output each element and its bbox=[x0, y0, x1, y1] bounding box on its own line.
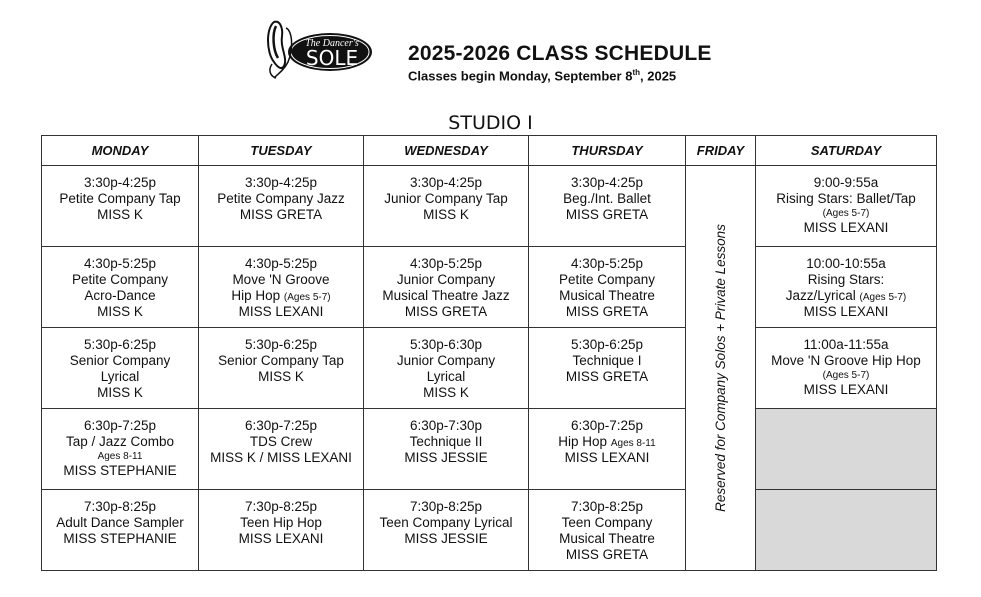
class-time: 6:30p-7:25p bbox=[83, 418, 157, 433]
schedule-row bbox=[42, 247, 937, 328]
class-name: Junior Company bbox=[396, 272, 496, 287]
day-header-saturday: SATURDAY bbox=[756, 136, 937, 166]
teacher-name: MISS STEPHANIE bbox=[63, 463, 177, 478]
class-time: 7:30p-8:25p bbox=[244, 499, 318, 514]
class-cell-tuesday bbox=[199, 490, 364, 571]
class-cell-wednesday bbox=[364, 490, 529, 571]
class-cell-tuesday bbox=[199, 166, 364, 247]
class-time: 3:30p-4:25p bbox=[570, 175, 644, 190]
class-name: Junior Company bbox=[396, 353, 496, 368]
friday-reserved-cell bbox=[686, 166, 756, 571]
age-note: (Ages 5-7) bbox=[822, 370, 870, 381]
class-cell-wednesday bbox=[364, 166, 529, 247]
class-time: 7:30p-8:25p bbox=[570, 499, 644, 514]
class-time: 11:00a-11:55a bbox=[803, 337, 889, 352]
teacher-name: MISS K bbox=[97, 304, 143, 319]
logo-main-text: SOLE bbox=[305, 46, 359, 70]
teacher-name: MISS K bbox=[423, 385, 469, 400]
class-name: Acro-Dance bbox=[84, 288, 156, 303]
class-time: 4:30p-5:25p bbox=[83, 256, 157, 271]
class-cell-tuesday bbox=[199, 247, 364, 328]
class-name: Tap / Jazz Combo bbox=[65, 434, 175, 449]
teacher-name: MISS LEXANI bbox=[803, 220, 889, 235]
class-name: Petite Company Tap bbox=[59, 191, 181, 206]
class-cell-saturday bbox=[756, 328, 937, 409]
teacher-name: MISS LEXANI bbox=[803, 382, 889, 397]
class-time: 7:30p-8:25p bbox=[83, 499, 157, 514]
age-note: Ages 8-11 bbox=[610, 438, 656, 449]
teacher-name: MISS K bbox=[97, 385, 143, 400]
class-name: Jazz/Lyrical bbox=[785, 288, 856, 303]
class-cell-thursday bbox=[529, 409, 686, 490]
teacher-name: MISS JESSIE bbox=[404, 531, 488, 546]
teacher-name: MISS GRETA bbox=[565, 369, 649, 384]
teacher-name: MISS GRETA bbox=[565, 207, 649, 222]
age-note: (Ages 5-7) bbox=[859, 292, 907, 303]
class-name-with-age bbox=[531, 434, 683, 450]
day-header-row bbox=[42, 136, 937, 166]
class-cell-wednesday bbox=[364, 409, 529, 490]
teacher-name: MISS STEPHANIE bbox=[63, 531, 177, 546]
day-header-tuesday: TUESDAY bbox=[199, 136, 364, 166]
class-name: Hip Hop bbox=[558, 434, 608, 449]
class-time: 5:30p-6:30p bbox=[409, 337, 483, 352]
class-name-with-age bbox=[201, 288, 361, 304]
class-name: Senior Company Tap bbox=[218, 353, 344, 368]
class-cell-thursday bbox=[529, 328, 686, 409]
class-time: 4:30p-5:25p bbox=[409, 256, 483, 271]
class-name: Junior Company Tap bbox=[384, 191, 508, 206]
class-name: Rising Stars: Ballet/Tap bbox=[776, 191, 916, 206]
day-header-wednesday: WEDNESDAY bbox=[364, 136, 529, 166]
class-cell-monday bbox=[42, 247, 199, 328]
class-time: 7:30p-8:25p bbox=[409, 499, 483, 514]
class-name: Musical Theatre bbox=[559, 288, 655, 303]
class-name: Rising Stars: bbox=[807, 272, 885, 287]
class-time: 4:30p-5:25p bbox=[244, 256, 318, 271]
studio-title: STUDIO I bbox=[448, 112, 533, 134]
class-cell-monday bbox=[42, 490, 199, 571]
class-name: Petite Company bbox=[558, 272, 656, 287]
class-cell-monday bbox=[42, 409, 199, 490]
subtitle-text: Classes begin Monday, September 8 bbox=[408, 68, 633, 84]
class-time: 5:30p-6:25p bbox=[83, 337, 157, 352]
class-cell-saturday bbox=[756, 166, 937, 247]
schedule-header bbox=[408, 42, 712, 83]
class-name: Teen Hip Hop bbox=[240, 515, 322, 530]
class-name: Beg./Int. Ballet bbox=[563, 191, 651, 206]
logo bbox=[262, 18, 374, 82]
class-name: Petite Company Jazz bbox=[217, 191, 345, 206]
age-note: (Ages 5-7) bbox=[283, 292, 331, 303]
class-name: Musical Theatre bbox=[559, 531, 655, 546]
class-time: 6:30p-7:25p bbox=[570, 418, 644, 433]
class-time: 3:30p-4:25p bbox=[83, 175, 157, 190]
class-time: 6:30p-7:25p bbox=[244, 418, 318, 433]
teacher-name: MISS GRETA bbox=[565, 304, 649, 319]
class-name: Lyrical bbox=[100, 369, 140, 384]
empty-cell-saturday bbox=[756, 490, 937, 571]
class-time: 3:30p-4:25p bbox=[244, 175, 318, 190]
class-name: Lyrical bbox=[426, 369, 466, 384]
class-time: 5:30p-6:25p bbox=[244, 337, 318, 352]
schedule-row bbox=[42, 328, 937, 409]
teacher-name: MISS K bbox=[97, 207, 143, 222]
teacher-name: MISS JESSIE bbox=[404, 450, 488, 465]
teacher-name: MISS GRETA bbox=[239, 207, 323, 222]
class-cell-monday bbox=[42, 166, 199, 247]
teacher-name: MISS GRETA bbox=[404, 304, 488, 319]
teacher-name: MISS LEXANI bbox=[238, 531, 324, 546]
schedule-row bbox=[42, 409, 937, 490]
class-name: Musical Theatre Jazz bbox=[382, 288, 510, 303]
class-cell-saturday bbox=[756, 247, 937, 328]
class-time: 5:30p-6:25p bbox=[570, 337, 644, 352]
schedule-row bbox=[42, 166, 937, 247]
class-cell-tuesday bbox=[199, 328, 364, 409]
teacher-name: MISS K bbox=[258, 369, 304, 384]
teacher-name: MISS K bbox=[423, 207, 469, 222]
class-cell-thursday bbox=[529, 247, 686, 328]
class-name-with-age bbox=[758, 288, 934, 304]
class-name: Senior Company bbox=[69, 353, 171, 368]
class-name: Technique II bbox=[409, 434, 483, 449]
page-subtitle bbox=[408, 68, 712, 83]
teacher-name: MISS LEXANI bbox=[803, 304, 889, 319]
teacher-name: MISS LEXANI bbox=[238, 304, 324, 319]
class-name: Hip Hop bbox=[231, 288, 281, 303]
class-name: Adult Dance Sampler bbox=[56, 515, 184, 530]
page-title: 2025-2026 CLASS SCHEDULE bbox=[408, 42, 712, 65]
class-time: 10:00-10:55a bbox=[806, 256, 886, 271]
day-header-thursday: THURSDAY bbox=[529, 136, 686, 166]
class-name: Technique I bbox=[572, 353, 642, 368]
class-time: 6:30p-7:30p bbox=[409, 418, 483, 433]
class-name: Move 'N Groove Hip Hop bbox=[771, 353, 921, 368]
subtitle-superscript: th bbox=[632, 68, 641, 77]
teacher-name: MISS K / MISS LEXANI bbox=[210, 450, 352, 465]
age-note: (Ages 5-7) bbox=[822, 208, 870, 219]
class-time: 3:30p-4:25p bbox=[409, 175, 483, 190]
class-name: Petite Company bbox=[71, 272, 169, 287]
class-cell-tuesday bbox=[199, 409, 364, 490]
class-cell-monday bbox=[42, 328, 199, 409]
logo-top-text: The Dancer's bbox=[305, 38, 359, 49]
class-name: Teen Company Lyrical bbox=[379, 515, 513, 530]
schedule-row bbox=[42, 490, 937, 571]
class-name: Move 'N Groove bbox=[232, 272, 330, 287]
class-cell-thursday bbox=[529, 166, 686, 247]
class-time: 4:30p-5:25p bbox=[570, 256, 644, 271]
empty-cell-saturday bbox=[756, 409, 937, 490]
teacher-name: MISS GRETA bbox=[565, 547, 649, 562]
class-name: TDS Crew bbox=[249, 434, 313, 449]
class-cell-wednesday bbox=[364, 328, 529, 409]
friday-reserved-note: Reserved for Company Solos + Private Lessons bbox=[712, 224, 728, 512]
day-header-monday: MONDAY bbox=[42, 136, 199, 166]
schedule-table bbox=[41, 135, 937, 571]
subtitle-year: , 2025 bbox=[640, 68, 677, 84]
age-note: Ages 8-11 bbox=[97, 451, 143, 462]
day-header-friday: FRIDAY bbox=[686, 136, 756, 166]
class-name: Teen Company bbox=[561, 515, 653, 530]
class-cell-thursday bbox=[529, 490, 686, 571]
class-cell-wednesday bbox=[364, 247, 529, 328]
teacher-name: MISS LEXANI bbox=[564, 450, 650, 465]
class-time: 9:00-9:55a bbox=[813, 175, 879, 190]
